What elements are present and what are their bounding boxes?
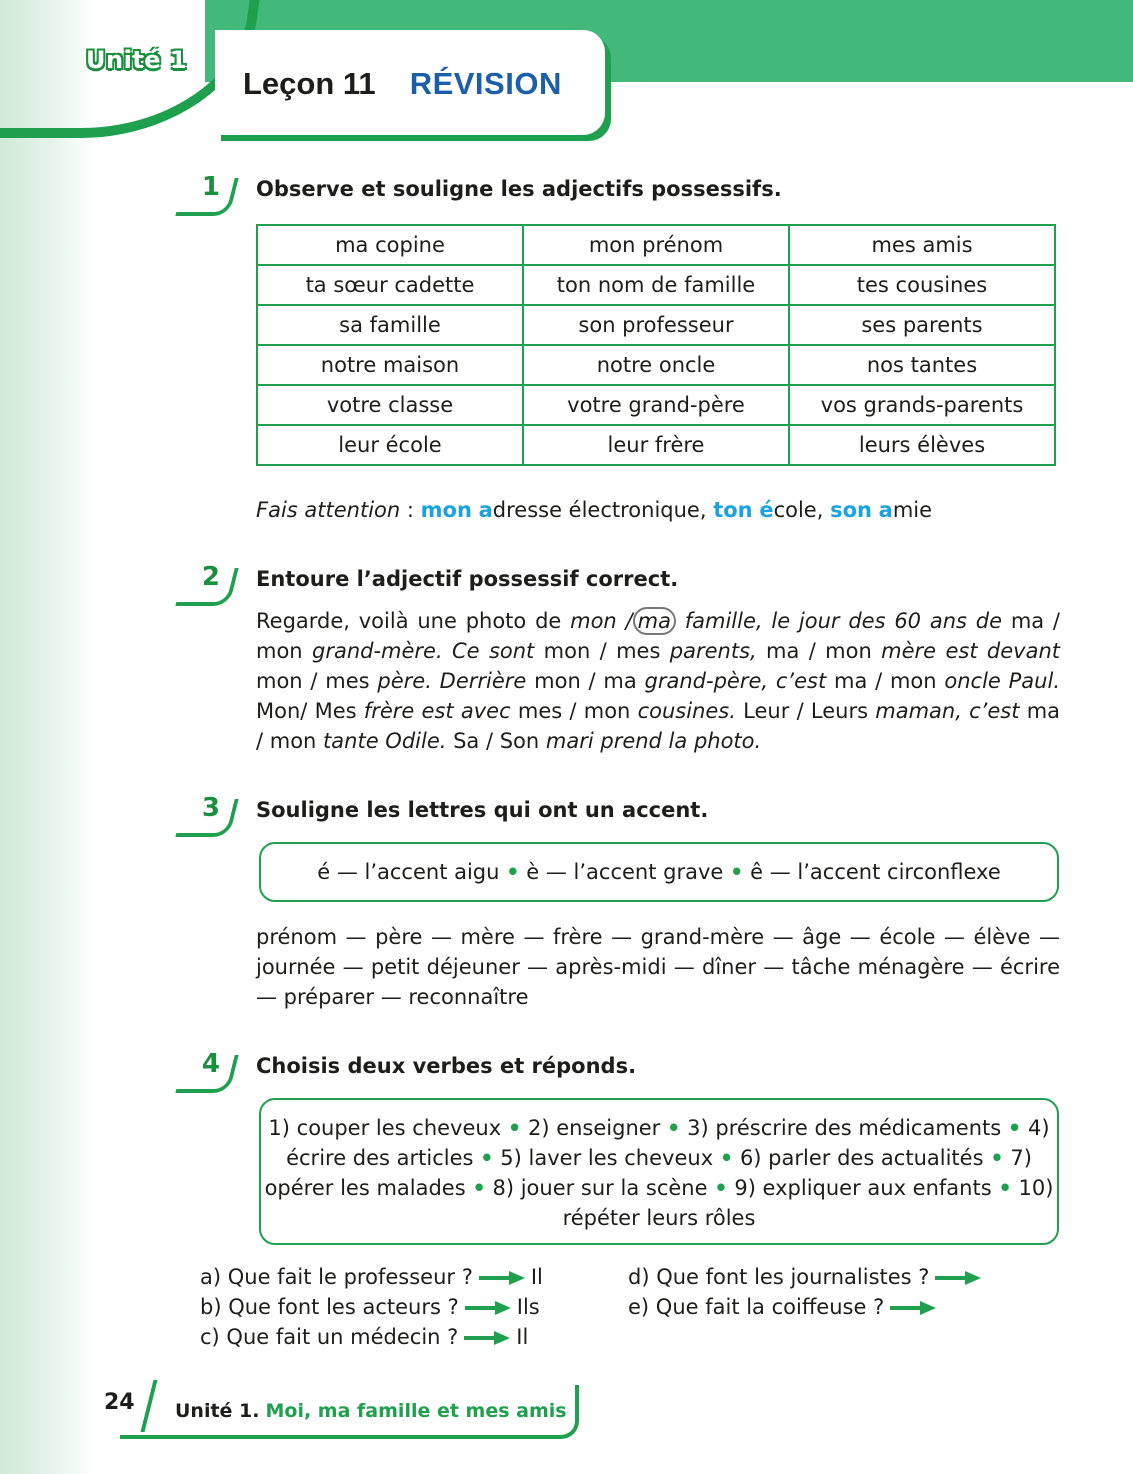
table-cell: ta sœur cadette — [257, 265, 523, 305]
question-text: e) Que fait la coiffeuse ? — [628, 1295, 885, 1319]
question-line — [200, 1262, 543, 1292]
unit-badge: Unité 1 — [86, 46, 188, 74]
paragraph-text: ma / mon — [766, 639, 872, 663]
verb-item: 4) écrire des articles — [286, 1116, 1050, 1170]
verbs-box — [259, 1098, 1059, 1245]
choice-pair: cousines. — [630, 699, 744, 723]
question-line — [200, 1292, 543, 1322]
exercise-2-number — [180, 562, 242, 610]
table-cell: ton nom de famille — [523, 265, 789, 305]
bullet-dot: • — [472, 1176, 486, 1200]
attention-examples — [421, 498, 932, 522]
attention-first-letter: a — [878, 498, 893, 522]
attention-rest: dresse électronique, — [492, 498, 707, 522]
exercise-3-number — [180, 793, 242, 841]
choice-pair: parents, — [660, 639, 767, 663]
table-cell: tes cousines — [789, 265, 1055, 305]
verb-item: 8) jouer sur la scène — [492, 1176, 708, 1200]
choice-pair: mari prend la photo. — [539, 729, 762, 753]
table-row — [257, 385, 1055, 425]
accent-item: é — l’accent aigu — [317, 860, 500, 884]
questions-right-column — [628, 1262, 987, 1322]
question-text: c) Que fait un médecin ? — [200, 1325, 459, 1349]
table-cell: ses parents — [789, 305, 1055, 345]
bullet-dot: • — [998, 1176, 1012, 1200]
lesson-number: Leçon 11 — [243, 66, 376, 101]
choice-pair: père. Derrière — [369, 669, 535, 693]
paragraph-text: mes / mon — [517, 699, 631, 723]
choice-pair: tante Odile. — [316, 729, 454, 753]
paragraph-text: ma / mon — [256, 699, 1061, 753]
table-cell: ma copine — [257, 225, 523, 265]
table-cell: sa famille — [257, 305, 523, 345]
exercise-4-title: Choisis deux verbes et réponds. — [256, 1054, 637, 1078]
bullet-dot: • — [480, 1146, 494, 1170]
table-cell: leur école — [257, 425, 523, 465]
bullet-dot: • — [506, 860, 520, 884]
attention-rest: cole, — [773, 498, 824, 522]
table-cell: leurs élèves — [789, 425, 1055, 465]
question-text: d) Que font les journalistes ? — [628, 1265, 930, 1289]
arrow-right-icon — [479, 1271, 525, 1285]
table-cell: votre classe — [257, 385, 523, 425]
arrow-right-icon — [890, 1301, 936, 1315]
attention-example — [421, 498, 707, 522]
question-text: b) Que font les acteurs ? — [200, 1295, 459, 1319]
accent-legend-box — [259, 842, 1059, 902]
choice-pair: maman, c’est — [868, 699, 1027, 723]
possessive-adjectives-table — [256, 224, 1056, 466]
choice-pair: mon / — [570, 609, 633, 633]
table-cell: mon prénom — [523, 225, 789, 265]
verb-item: 2) enseigner — [527, 1116, 661, 1140]
exercise-3-title: Souligne les lettres qui ont un accent. — [256, 798, 709, 822]
table-cell: notre oncle — [523, 345, 789, 385]
answer-start: Ils — [516, 1295, 540, 1319]
arrow-right-icon — [935, 1271, 981, 1285]
table-row — [257, 265, 1055, 305]
choice-pair: mère est devant — [871, 639, 1061, 663]
bullet-dot: • — [1007, 1116, 1022, 1140]
bullet-dot: • — [667, 1116, 681, 1140]
arrow-right-icon — [464, 1331, 510, 1345]
choice-pair: grand-mère. Ce sont — [302, 639, 544, 663]
exercise-number-digit: 1 — [201, 172, 220, 202]
choice-pair: famille, le jour des 60 ans de — [675, 609, 1011, 633]
verb-item: 7) opérer les malades — [264, 1146, 1032, 1200]
paragraph-text: Regarde, voilà une photo de — [256, 609, 571, 633]
footer-unit: Unité 1. — [175, 1400, 260, 1422]
verb-item: 5) laver les cheveux — [500, 1146, 714, 1170]
table-cell: notre maison — [257, 345, 523, 385]
left-gradient-strip — [0, 0, 95, 1474]
attention-possessive: ton — [713, 498, 753, 522]
table-cell: leur frère — [523, 425, 789, 465]
lesson-title: RÉVISION — [409, 66, 562, 101]
paragraph-text: ma / mon — [256, 609, 1061, 663]
exercise-number-digit: 4 — [201, 1049, 220, 1079]
bullet-dot: • — [507, 1116, 522, 1140]
attention-first-letter: a — [478, 498, 493, 522]
choice-pair: grand-père, c’est — [636, 669, 834, 693]
paragraph-text: ma / mon — [833, 669, 937, 693]
answer-start: Il — [530, 1265, 543, 1289]
verb-item: 1) couper les cheveux — [268, 1116, 502, 1140]
exercise-4-number — [180, 1049, 242, 1097]
questions-left-column — [200, 1262, 543, 1352]
table-cell: nos tantes — [789, 345, 1055, 385]
bullet-dot: • — [714, 1176, 728, 1200]
verb-item: 10) répéter leurs rôles — [562, 1176, 1054, 1230]
table-cell: son professeur — [523, 305, 789, 345]
circled-choice: ma — [633, 607, 676, 635]
verb-item: 9) expliquer aux enfants — [734, 1176, 992, 1200]
paragraph-text: mon / mes — [543, 639, 661, 663]
table-cell: vos grands-parents — [789, 385, 1055, 425]
attention-note: Fais attention : mon adresse électronique, ton école, son amie — [256, 498, 933, 522]
choice-pair: oncle Paul. — [936, 669, 1060, 693]
exercise-number-digit: 3 — [201, 793, 220, 823]
paragraph-text: Mon/ Mes — [256, 699, 357, 723]
table-row — [257, 345, 1055, 385]
accent-item: ê — l’accent circonflexe — [750, 860, 1001, 884]
accent-words-list: prénom — père — mère — frère — grand-mère — âge — école — élève — journée — petit déjeuner — après-midi — dîner — tâche ménagère — écrire — préparer — reconnaître — [256, 925, 1060, 1009]
bullet-dot: • — [719, 1146, 734, 1170]
bullet-dot: • — [730, 860, 744, 884]
verb-item: 6) parler des actualités — [739, 1146, 984, 1170]
lesson-title-card — [215, 30, 605, 135]
table-cell: votre grand-père — [523, 385, 789, 425]
exercise-1-title: Observe et souligne les adjectifs possessifs. — [256, 177, 782, 201]
paragraph-text: Sa / Son — [453, 729, 540, 753]
answer-start: Il — [516, 1325, 529, 1349]
question-line — [628, 1292, 987, 1322]
paragraph-text: mon / ma — [534, 669, 637, 693]
table-row — [257, 305, 1055, 345]
page-number: 24 — [104, 1390, 135, 1415]
bullet-dot: • — [990, 1146, 1004, 1170]
attention-example — [713, 498, 823, 522]
attention-possessive: mon — [420, 498, 472, 522]
paragraph-text: mon / mes — [256, 669, 370, 693]
exercise-1-number — [180, 172, 242, 220]
verb-item: 3) préscrire des médicaments — [687, 1116, 1002, 1140]
exercise-number-digit: 2 — [201, 562, 220, 592]
table-row — [257, 225, 1055, 265]
question-line — [628, 1262, 987, 1292]
choice-pair: frère est avec — [356, 699, 518, 723]
table-row — [257, 425, 1055, 465]
attention-label: Fais attention — [256, 498, 401, 522]
arrow-right-icon — [465, 1301, 511, 1315]
exercise-2-title: Entoure l’adjectif possessif correct. — [256, 567, 679, 591]
attention-rest: mie — [892, 498, 933, 522]
question-text: a) Que fait le professeur ? — [200, 1265, 473, 1289]
attention-possessive: son — [830, 498, 872, 522]
attention-first-letter: é — [759, 498, 774, 522]
attention-example — [830, 498, 932, 522]
question-line — [200, 1322, 543, 1352]
paragraph-text: Leur / Leurs — [743, 699, 869, 723]
exercise-2-paragraph — [256, 606, 1060, 756]
table-cell: mes amis — [789, 225, 1055, 265]
footer-subtitle: Moi, ma famille et mes amis — [265, 1400, 567, 1422]
accent-item: è — l’accent grave — [526, 860, 724, 884]
footer-unit-title — [175, 1400, 567, 1422]
